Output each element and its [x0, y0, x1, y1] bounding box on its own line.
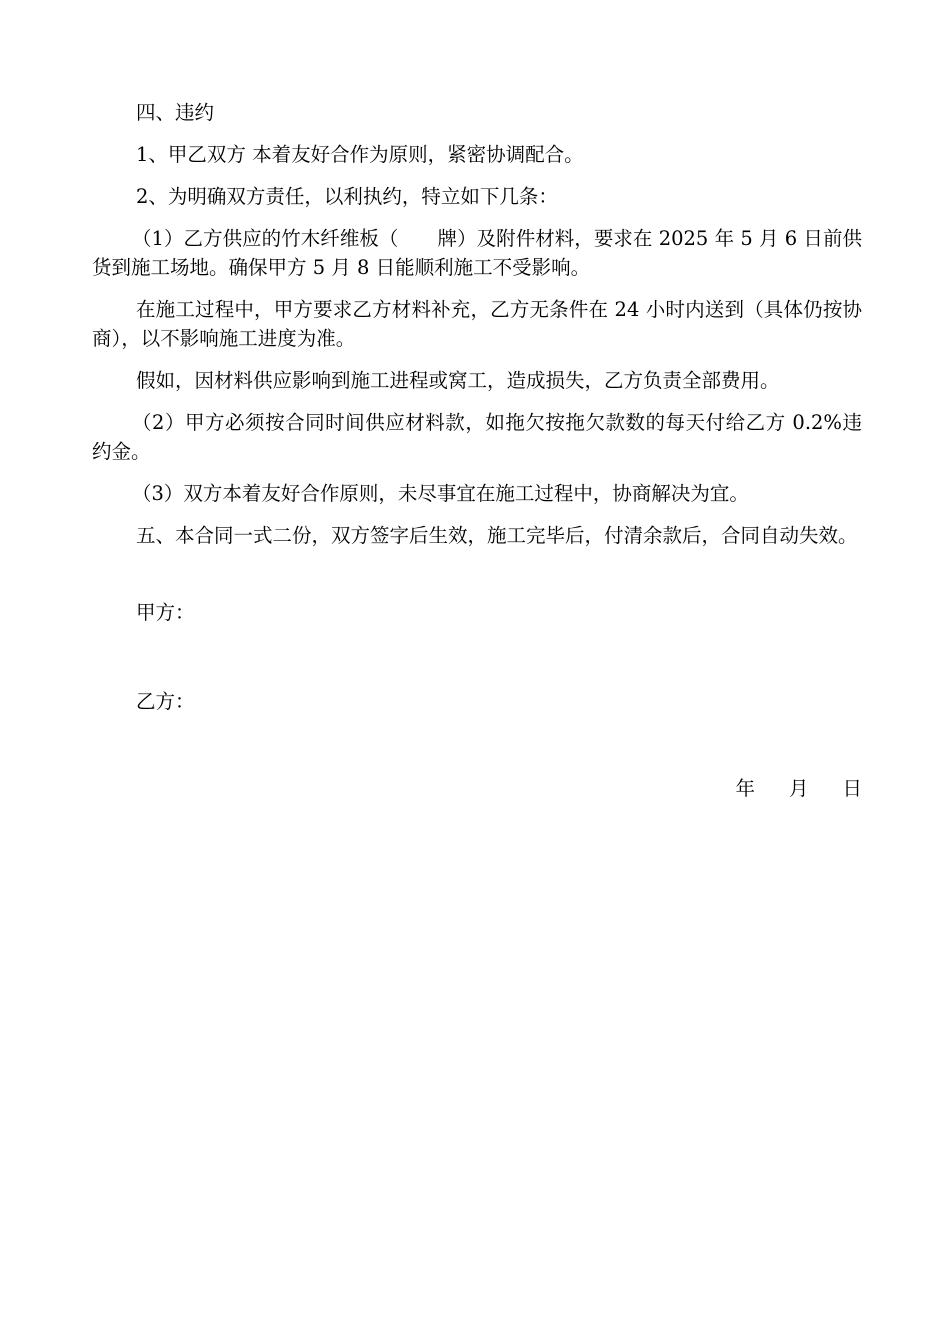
- signature-party-a: 甲方：: [136, 601, 195, 624]
- clause-2-item-1-penalty: 假如，因材料供应影响到施工进程或窝工，造成损失，乙方负责全部费用。: [136, 369, 780, 392]
- clause-2-item-1: （1）乙方供应的竹木纤维板（ 牌）及附件材料，要求在 2025 年 5 月 6 日前供货到施工场地。确保甲方 5 月 8 日能顺利施工不受影响。: [92, 227, 862, 279]
- contract-page: [92, 98, 862, 803]
- signature-date: [92, 774, 862, 803]
- clause-2-item-2: （2）甲方必须按合同时间供应材料款，如拖欠按拖欠款数的每天付给乙方 0.2%违约金。: [92, 411, 862, 463]
- clause-2-item-3: （3）双方本着友好合作原则，未尽事宜在施工过程中，协商解决为宜。: [132, 482, 749, 505]
- section-four-heading: 四、违约: [136, 101, 215, 124]
- signature-party-b: 乙方：: [136, 690, 195, 713]
- clause-2-item-1-supplement: 在施工过程中，甲方要求乙方材料补充，乙方无条件在 24 小时内送到（具体仍按协商），以不影响施工进度为准。: [92, 298, 862, 350]
- section-five: 五、本合同一式二份，双方签字后生效，施工完毕后，付清余款后，合同自动失效。: [136, 524, 858, 547]
- clause-2: 2、为明确双方责任，以利执约，特立如下几条：: [136, 185, 558, 208]
- date-month: 月: [788, 777, 809, 800]
- date-year: 年: [735, 777, 755, 800]
- clause-1: 1、甲乙双方 本着友好合作为原则，紧密协调配合。: [136, 143, 584, 166]
- date-day: 日: [842, 777, 862, 800]
